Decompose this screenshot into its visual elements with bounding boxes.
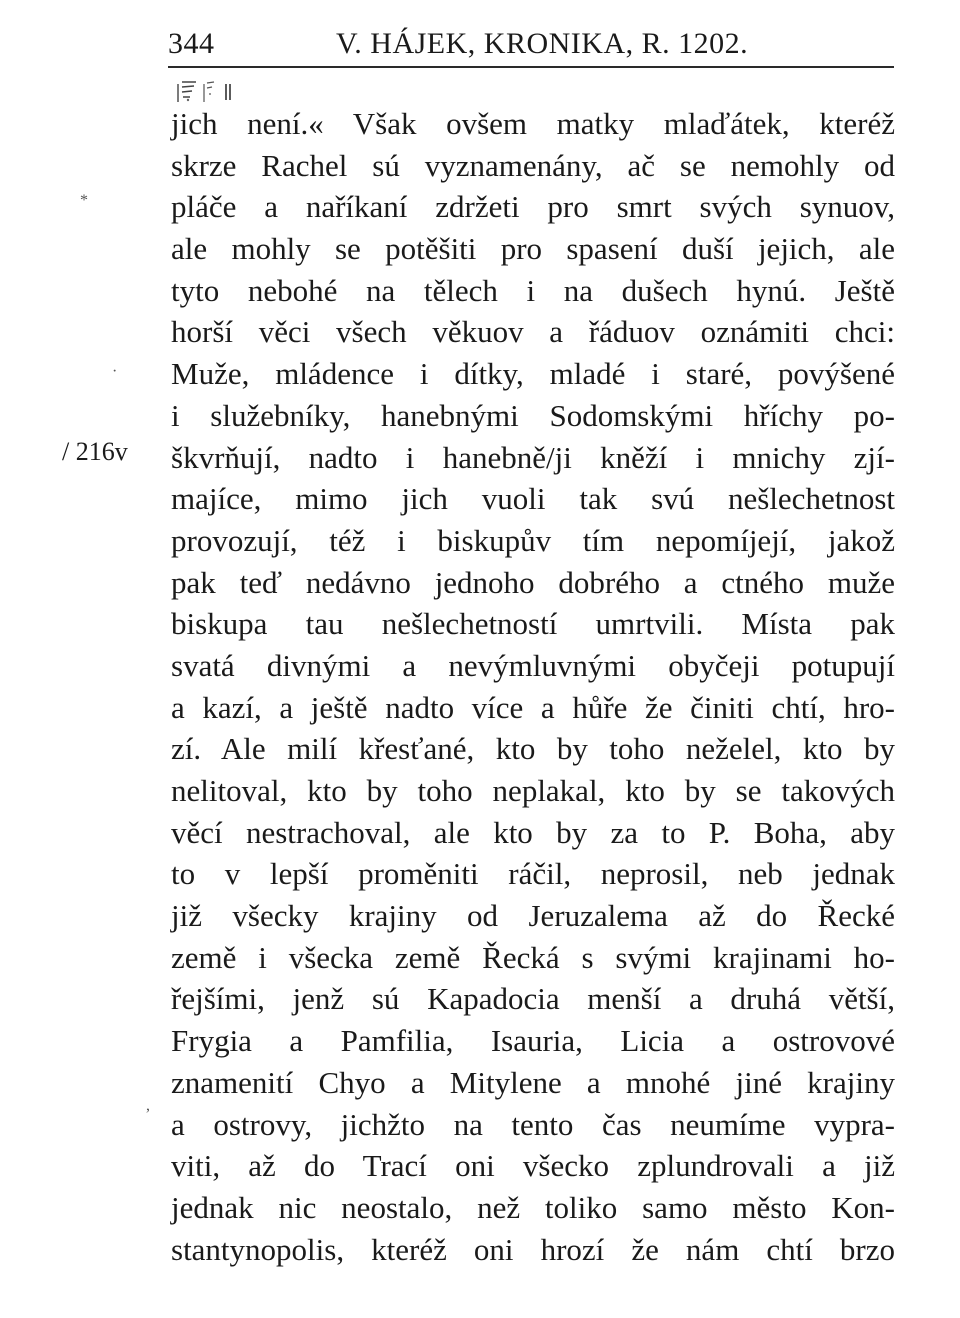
text-line: jich není.« Však ovšem matky mlaďátek, kteréž: [171, 106, 895, 141]
text-line: řejšími, jenž sú Kapadocia menší a druhá větší,: [171, 981, 895, 1017]
text-line: biskupa tau nešlechetností umrtvili. Místa pak: [171, 606, 895, 642]
margin-tick-mark: ,: [146, 1097, 150, 1114]
margin-dot-mark: ·: [112, 363, 118, 380]
text-line: tyto nebohé na tělech i na dušech hynú. Ještě: [171, 272, 895, 308]
text-line: věcí nestrachoval, ale kto by za to P. Boha, aby: [171, 814, 895, 850]
text-line: škvrňují, nadto i hanebně/ji kněží i mnichy zjí-: [171, 439, 895, 475]
text-line: znamenití Chyo a Mitylene a mnohé jiné krajiny: [171, 1064, 895, 1100]
text-line: nelitoval, kto by toho neplakal, kto by se takových: [171, 773, 895, 808]
margin-speck-mark: *: [80, 192, 88, 209]
text-line: a kazí, a ještě nadto více a hůře že činiti chtí, hro-: [171, 689, 895, 725]
text-line: viti, až do Trací oni všecko zplundrovali a již: [171, 1148, 895, 1184]
text-line: provozují, též i biskupův tím nepomíjejí, jakož: [171, 522, 895, 558]
page-number: 344: [168, 27, 215, 60]
text-line: skrze Rachel sú vyznamenány, ač se nemohly od: [171, 147, 895, 183]
text-line: země i všecka země Řecká s svými krajinami ho-: [171, 939, 895, 975]
text-line: Muže, mládence i dítky, mladé i staré, povýšené: [171, 356, 895, 392]
text-line: to v lepší proměniti ráčil, neprosil, neb jednak: [171, 856, 895, 892]
text-line: stantynopolis, kteréž oni hrozí že nám chtí brzo: [171, 1231, 895, 1267]
header-rule: [168, 66, 894, 68]
page-header: [168, 22, 892, 66]
text-line: zí. Ale milí křesťané, kto by toho neželel, kto by: [171, 731, 895, 767]
text-line: pláče a naříkaní zdržeti pro smrt svých synuov,: [171, 189, 895, 225]
text-line: pak teď nedávno jednoho dobrého a ctného muže: [171, 564, 895, 600]
text-line: Frygia a Pamfilia, Isauria, Licia a ostrovové: [171, 1023, 895, 1059]
folio-margin-note: / 216v: [62, 437, 128, 466]
text-line: horší věci všech věkuov a řáduov oznámiti chci:: [171, 314, 895, 350]
text-line: majíce, mimo jich vuoli tak svú nešlechetnost: [171, 481, 895, 517]
running-title: V. HÁJEK, KRONIKA, R. 1202.: [336, 27, 749, 60]
text-line: a ostrovy, jichžto na tento čas neumíme vypra-: [171, 1106, 895, 1142]
text-line: svatá divnými a nevýmluvnými obyčeji potupují: [171, 647, 895, 683]
text-line: jednak nic neostalo, než toliko samo město Kon-: [171, 1189, 895, 1225]
ink-blot-marks: [176, 78, 272, 104]
body-text: [171, 103, 895, 1270]
text-line: již všecky krajiny od Jeruzalema až do Řecké: [171, 898, 895, 934]
text-line: ale mohly se potěšiti pro spasení duší jejich, ale: [171, 231, 895, 267]
text-line: i služebníky, hanebnými Sodomskými hříchy po-: [171, 397, 895, 433]
